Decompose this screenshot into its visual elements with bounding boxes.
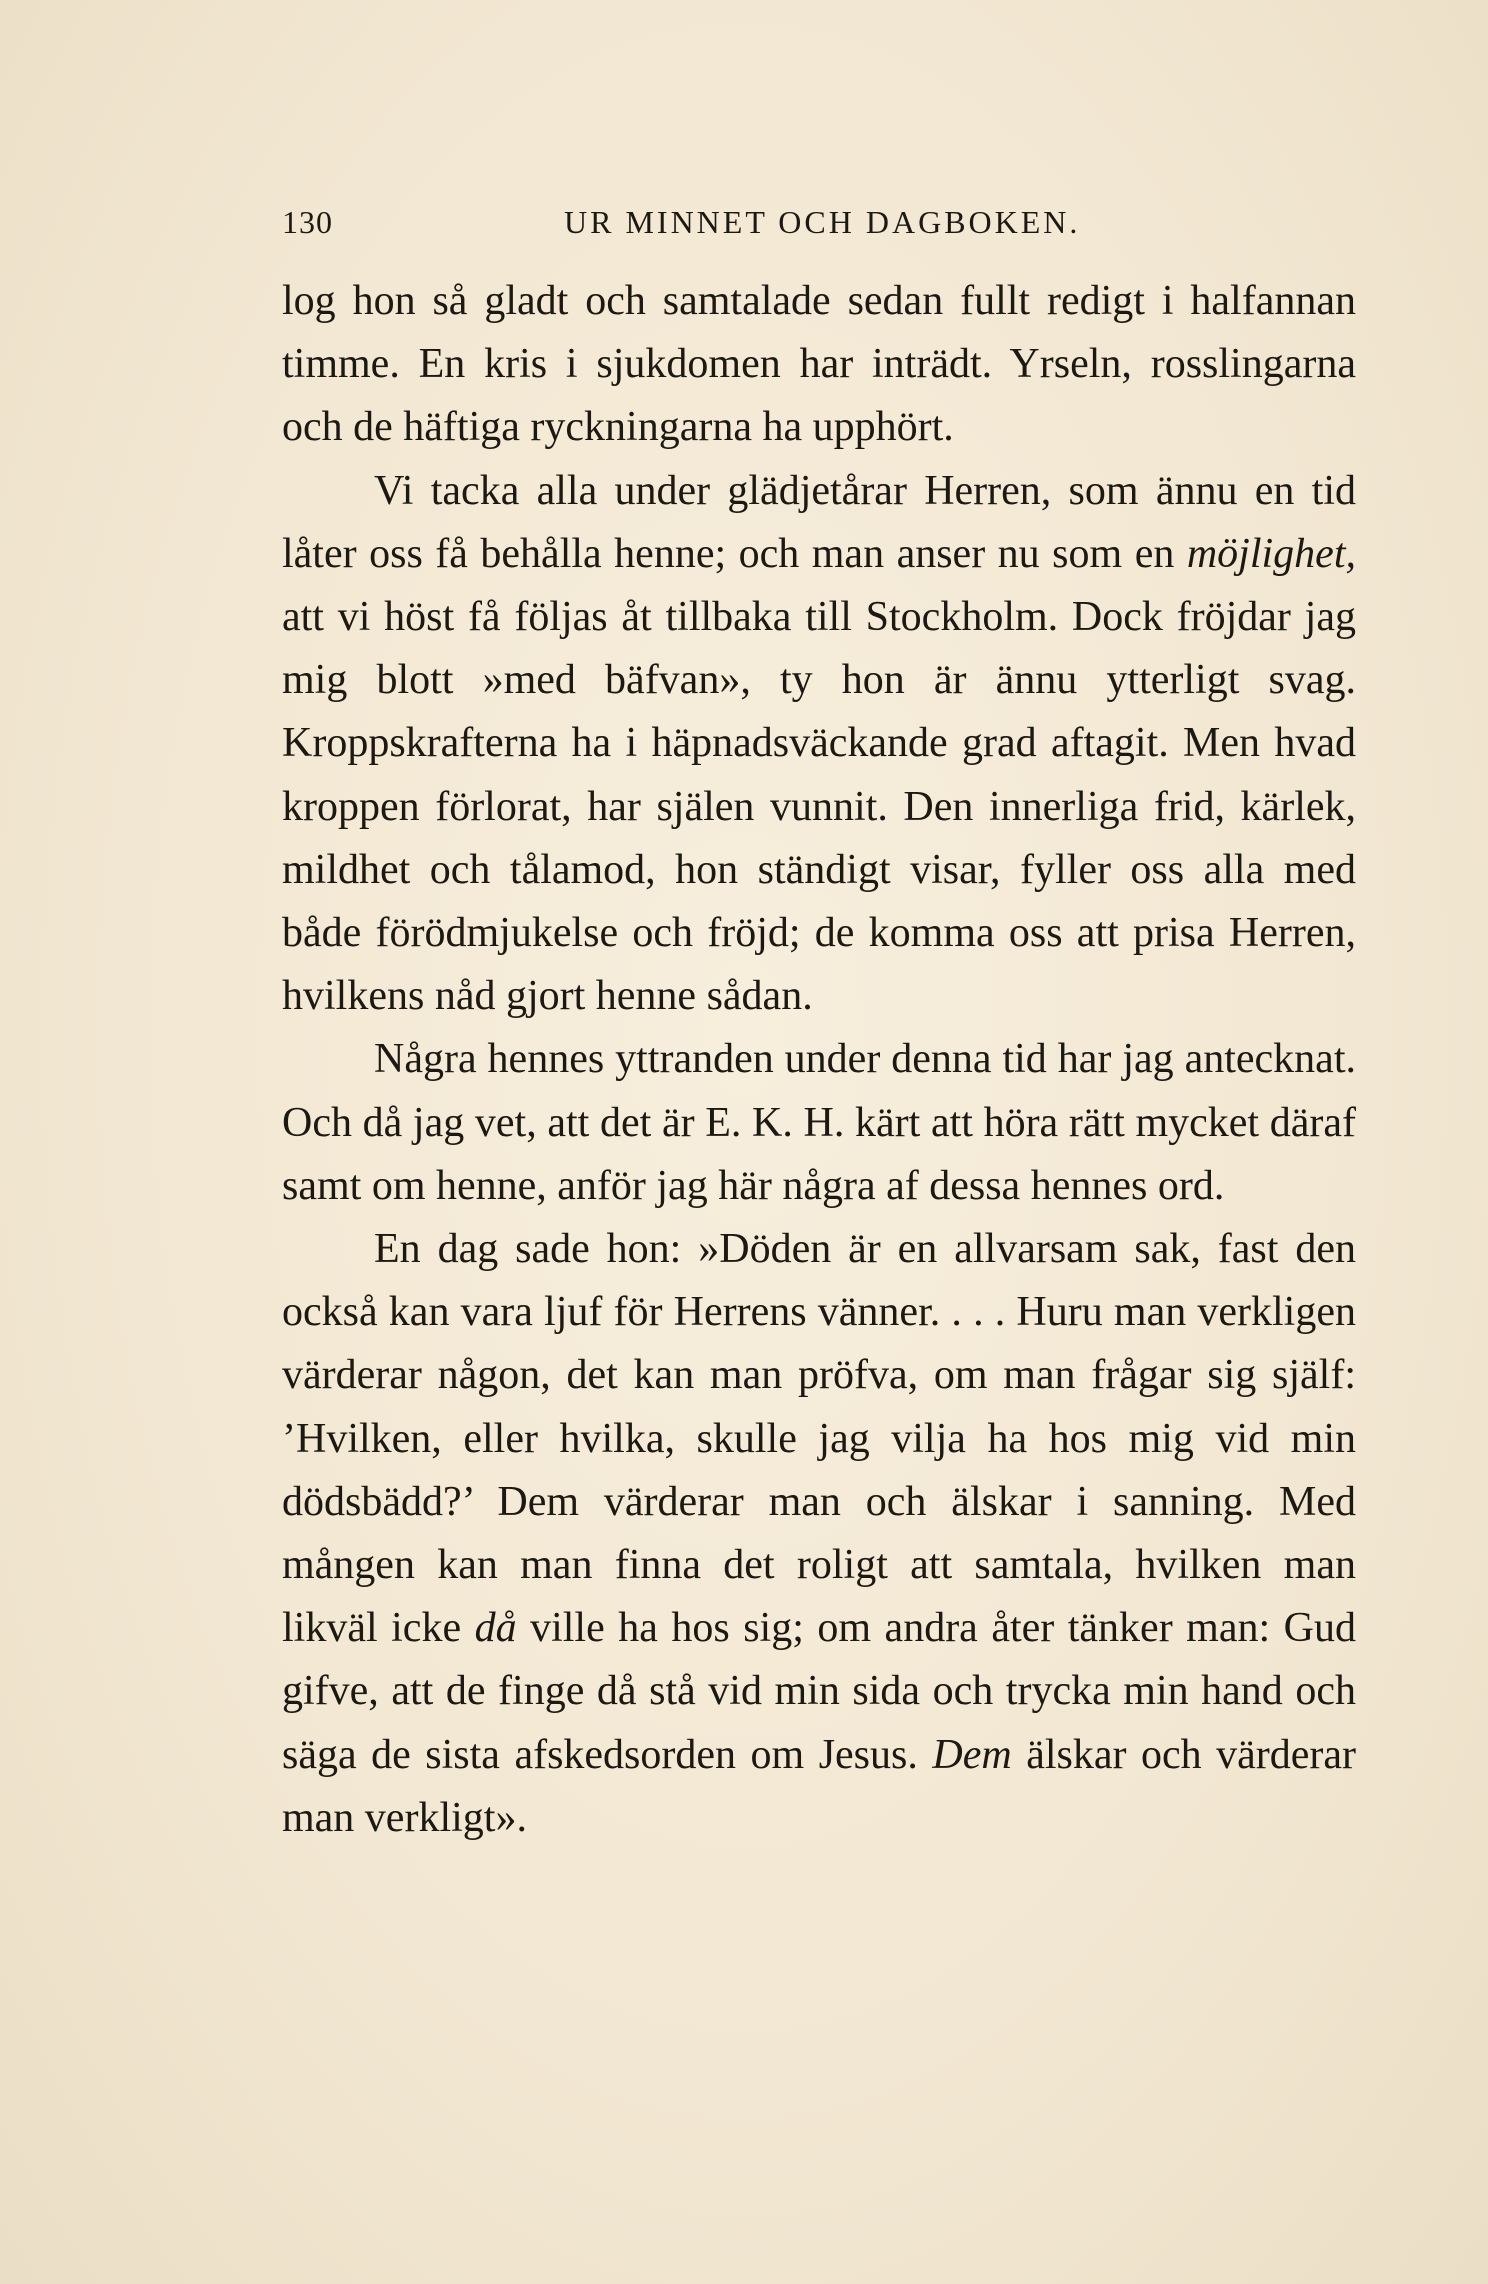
paragraph-4 — [282, 1218, 1356, 1850]
paragraph-4-emphasis-2: Dem — [932, 1731, 1012, 1778]
paragraph-4-emphasis-1: då — [474, 1605, 517, 1652]
paragraph-2-part-b: att vi höst få följas åt tillbaka till Stockholm. Dock fröjdar jag mig blott »med bäfvan», ty hon är ännu ytterligt svag. Kroppskrafterna ha i häpnadsväckande grad aftagit. Men hvad kroppen förlorat, har själen vunnit. Den innerliga frid, kärlek, mildhet och tålamod, hon ständigt visar, fyller oss alla med både förödmjukelse och fröjd; de komma oss att prisa Herren, hvilkens nåd gjort henne sådan. — [282, 594, 1356, 1020]
paragraph-2-emphasis: möjlighet, — [1186, 530, 1356, 577]
running-title: UR MINNET OCH DAGBOKEN. — [564, 204, 1081, 240]
paragraph-4-part-b: ville ha hos sig; om andra åter tänker man: Gud gifve, att de finge då stå vid min sida och trycka min hand och säga de sista afskedsorden om Jesus. — [282, 1605, 1356, 1778]
page-number: 130 — [282, 204, 333, 240]
paragraph-3: Några hennes yttranden under denna tid har jag antecknat. Och då jag vet, att det är E. K. H. kärt att höra rätt mycket däraf samt om henne, anför jag här några af dessa hennes ord. — [282, 1036, 1356, 1209]
paragraph-4-part-c: älskar och värderar man verkligt». — [282, 1731, 1356, 1841]
paragraph-2 — [282, 460, 1356, 1029]
body-text — [282, 270, 1356, 1850]
paragraph-4-part-a: En dag sade hon: »Döden är en allvarsam sak, fast den också kan vara ljuf för Herrens vänner. . . . Huru man verkligen värderar någon, det kan man pröfva, om man frågar sig själf: ’Hvilken, eller hvilka, skulle jag vilja ha hos mig vid min dödsbädd?’ Dem värderar man och älskar i sanning. Med mången kan man finna det roligt att samtala, hvilken man likväl icke — [282, 1226, 1356, 1652]
paragraph-1: log hon så gladt och samtalade sedan fullt redigt i halfannan timme. En kris i sjukdomen har inträdt. Yrseln, rosslingarna och de häftiga ryckningarna ha upphört. — [282, 278, 1356, 451]
paragraph-2-part-a: Vi tacka alla under glädjetårar Herren, som ännu en tid låter oss få behålla henne; och man anser nu som en — [282, 467, 1356, 577]
